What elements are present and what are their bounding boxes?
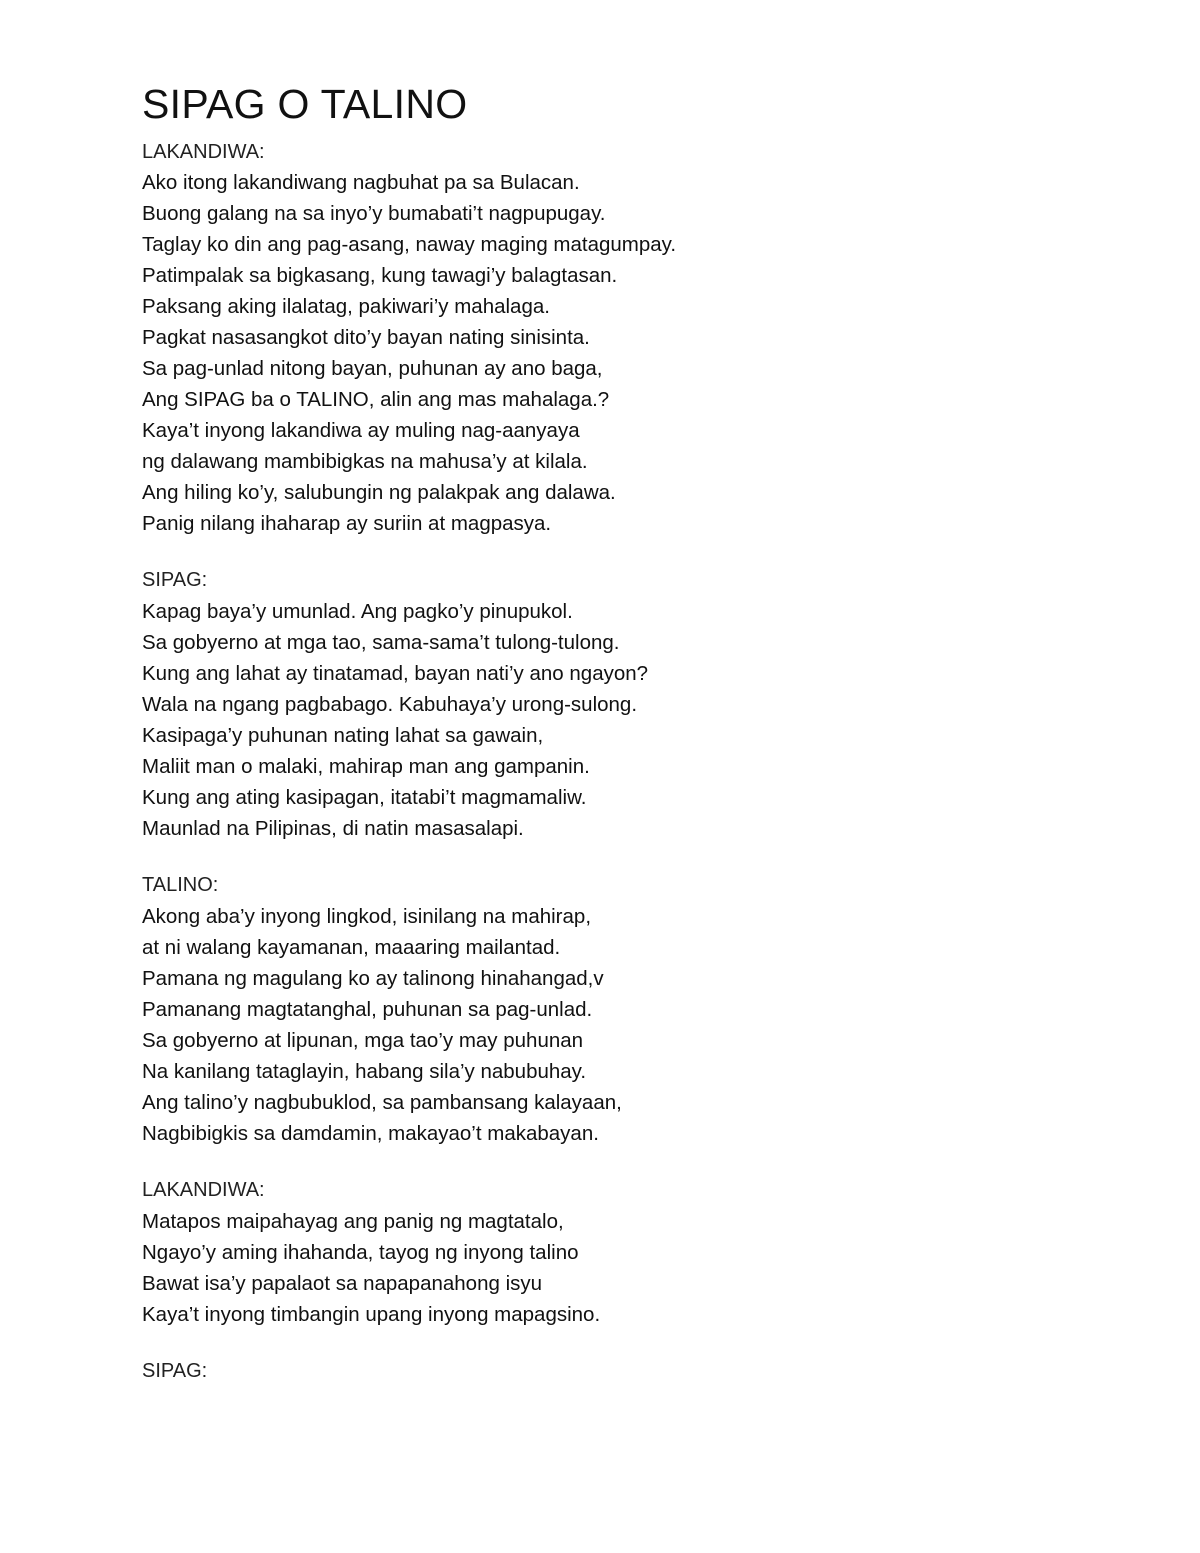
verse-line: Kung ang ating kasipagan, itatabi’t magmamaliw. <box>142 786 587 809</box>
verse-line: Panig nilang ihaharap ay suriin at magpasya. <box>142 512 552 535</box>
verse-line: Kaya’t inyong timbangin upang inyong mapagsino. <box>142 1303 601 1326</box>
verse-line: Ang hiling ko’y, salubungin ng palakpak ang dalawa. <box>142 481 616 504</box>
verse-line: Kaya’t inyong lakandiwa ay muling nag-aanyaya <box>142 419 580 442</box>
verse-line: Paksang aking ilalatag, pakiwari’y mahalaga. <box>142 295 550 318</box>
verse-line: Buong galang na sa inyo’y bumabati’t nagpupugay. <box>142 202 606 225</box>
verse-line: Wala na ngang pagbabago. Kabuhaya’y urong-sulong. <box>142 693 638 716</box>
document-title: SIPAG O TALINO <box>142 81 468 127</box>
verse-line: Ang talino’y nagbubuklod, sa pambansang kalayaan, <box>142 1091 622 1114</box>
verse-line: Ngayo’y aming ihahanda, tayog ng inyong talino <box>142 1241 579 1264</box>
verse-line: Patimpalak sa bigkasang, kung tawagi’y balagtasan. <box>142 264 618 287</box>
verse-line: Sa gobyerno at mga tao, sama-sama’t tulong-tulong. <box>142 631 620 654</box>
verse-line: Na kanilang tataglayin, habang sila’y nabubuhay. <box>142 1060 587 1083</box>
verse-line: Nagbibigkis sa damdamin, makayao’t makabayan. <box>142 1122 599 1145</box>
verse-line: ng dalawang mambibigkas na mahusa’y at kilala. <box>142 450 588 473</box>
verse-line: Pagkat nasasangkot dito’y bayan nating sinisinta. <box>142 326 590 349</box>
stanza-lakandiwa-transition <box>142 1175 1102 1330</box>
speaker-label: LAKANDIWA: <box>142 1179 265 1201</box>
speaker-label: SIPAG: <box>142 1360 208 1382</box>
verse-line: Kasipaga’y puhunan nating lahat sa gawain, <box>142 724 544 747</box>
speaker-label: LAKANDIWA: <box>142 141 265 163</box>
verse-line: Maliit man o malaki, mahirap man ang gampanin. <box>142 755 590 778</box>
stanza-talino <box>142 870 1102 1149</box>
stanza-sipag-final <box>142 1356 1102 1387</box>
verse-line: Sa gobyerno at lipunan, mga tao’y may puhunan <box>142 1029 584 1052</box>
verse-line: Kung ang lahat ay tinatamad, bayan nati’y ano ngayon? <box>142 662 649 685</box>
speaker-label: SIPAG: <box>142 569 208 591</box>
verse-line: Ako itong lakandiwang nagbuhat pa sa Bulacan. <box>142 171 580 194</box>
verse-line: at ni walang kayamanan, maaaring mailantad. <box>142 936 561 959</box>
stanza-lakandiwa-intro <box>142 138 1102 539</box>
verse-line: Matapos maipahayag ang panig ng magtatalo, <box>142 1210 564 1233</box>
verse-line: Bawat isa’y papalaot sa napapanahong isyu <box>142 1272 543 1295</box>
verse-line: Pamanang magtatanghal, puhunan sa pag-unlad. <box>142 998 593 1021</box>
verse-line: Sa pag-unlad nitong bayan, puhunan ay ano baga, <box>142 357 603 380</box>
verse-line: Pamana ng magulang ko ay talinong hinahangad,v <box>142 967 604 990</box>
verse-line: Akong aba’y inyong lingkod, isinilang na mahirap, <box>142 905 592 928</box>
stanza-sipag <box>142 565 1102 844</box>
verse-line: Ang SIPAG ba o TALINO, alin ang mas mahalaga.? <box>142 388 610 411</box>
document-page <box>142 78 1102 1413</box>
speaker-label: TALINO: <box>142 874 219 896</box>
verse-line: Taglay ko din ang pag-asang, naway maging matagumpay. <box>142 233 677 256</box>
verse-line: Maunlad na Pilipinas, di natin masasalapi. <box>142 817 524 840</box>
verse-line: Kapag baya’y umunlad. Ang pagko’y pinupukol. <box>142 600 573 623</box>
